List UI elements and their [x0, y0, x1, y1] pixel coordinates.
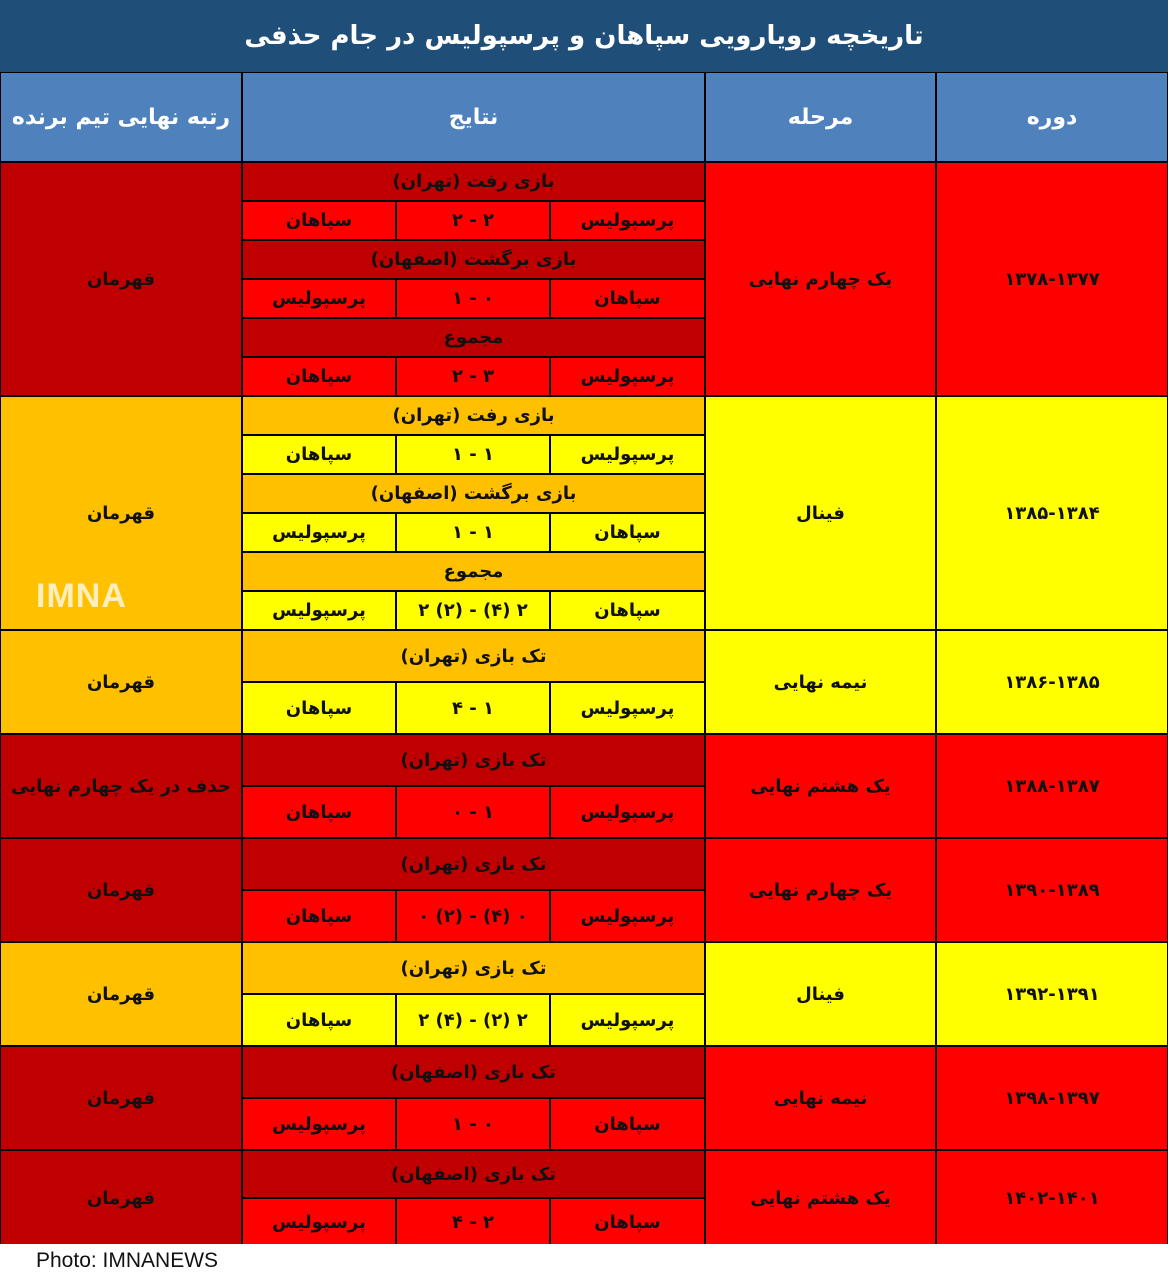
- game-label: تک بازی (تهران): [242, 942, 705, 994]
- header-period: دوره: [936, 72, 1168, 162]
- home-team: سپاهان: [550, 279, 705, 318]
- stage-cell: نیمه نهایی: [705, 1046, 936, 1150]
- rank-cell: قهرمان: [0, 630, 242, 734]
- match-score: ۲ - ۲: [396, 201, 550, 240]
- header-results: نتایج: [242, 72, 705, 162]
- period-cell: ۱۳۹۲-۱۳۹۱: [936, 942, 1168, 1046]
- home-team: پرسپولیس: [550, 682, 705, 734]
- home-team: پرسپولیس: [550, 994, 705, 1046]
- game-label: تک بازی (اصفهان): [242, 1046, 705, 1098]
- away-team: پرسپولیس: [242, 513, 396, 552]
- home-team: پرسپولیس: [550, 786, 705, 838]
- stage-cell: یک چهارم نهایی: [705, 162, 936, 396]
- period-cell: ۱۳۸۶-۱۳۸۵: [936, 630, 1168, 734]
- away-team: سپاهان: [242, 357, 396, 396]
- home-team: پرسپولیس: [550, 201, 705, 240]
- header-rank: رتبه نهایی تیم برنده: [0, 72, 242, 162]
- stage-cell: یک چهارم نهایی: [705, 838, 936, 942]
- match-score: ۱ - ۱: [396, 435, 550, 474]
- stage-cell: یک هشتم نهایی: [705, 734, 936, 838]
- away-team: سپاهان: [242, 682, 396, 734]
- period-cell: ۱۳۸۵-۱۳۸۴: [936, 396, 1168, 630]
- match-score: ۳ - ۲: [396, 357, 550, 396]
- period-cell: ۱۳۹۸-۱۳۹۷: [936, 1046, 1168, 1150]
- rank-cell: قهرمان: [0, 838, 242, 942]
- match-score: ۱ - ۱: [396, 513, 550, 552]
- match-score: ۰ (۴) - (۲) ۰: [396, 890, 550, 942]
- game-label: بازی برگشت (اصفهان): [242, 240, 705, 279]
- game-label: تک بازی (تهران): [242, 838, 705, 890]
- rank-cell: قهرمان: [0, 162, 242, 396]
- match-score: ۲ - ۴: [396, 1198, 550, 1246]
- away-team: سپاهان: [242, 786, 396, 838]
- period-cell: ۱۳۷۸-۱۳۷۷: [936, 162, 1168, 396]
- game-label: تک بازی (تهران): [242, 630, 705, 682]
- game-label: بازی برگشت (اصفهان): [242, 474, 705, 513]
- rank-cell: قهرمان: [0, 942, 242, 1046]
- home-team: سپاهان: [550, 591, 705, 630]
- game-label: مجموع: [242, 318, 705, 357]
- away-team: سپاهان: [242, 890, 396, 942]
- header-stage: مرحله: [705, 72, 936, 162]
- home-team: سپاهان: [550, 1198, 705, 1246]
- photo-credit: Photo: IMNANEWS: [36, 1249, 219, 1272]
- home-team: پرسپولیس: [550, 357, 705, 396]
- stage-cell: یک هشتم نهایی: [705, 1150, 936, 1246]
- stage-cell: نیمه نهایی: [705, 630, 936, 734]
- period-cell: ۱۳۸۸-۱۳۸۷: [936, 734, 1168, 838]
- rank-cell: قهرمان: [0, 1150, 242, 1246]
- home-team: پرسپولیس: [550, 890, 705, 942]
- away-team: سپاهان: [242, 201, 396, 240]
- watermark-logo: IMNA: [36, 577, 127, 615]
- game-label: بازی رفت (تهران): [242, 396, 705, 435]
- home-team: سپاهان: [550, 513, 705, 552]
- away-team: پرسپولیس: [242, 279, 396, 318]
- away-team: پرسپولیس: [242, 591, 396, 630]
- game-label: تک بازی (تهران): [242, 734, 705, 786]
- match-score: ۲ (۴) - (۲) ۲: [396, 591, 550, 630]
- game-label: بازی رفت (تهران): [242, 162, 705, 201]
- period-cell: ۱۳۹۰-۱۳۸۹: [936, 838, 1168, 942]
- away-team: سپاهان: [242, 994, 396, 1046]
- match-score: ۱ - ۴: [396, 682, 550, 734]
- stage-cell: فینال: [705, 396, 936, 630]
- match-score: ۲ (۲) - (۴) ۲: [396, 994, 550, 1046]
- results-table: [0, 72, 1168, 1244]
- rank-cell: قهرمان: [0, 396, 242, 630]
- away-team: پرسپولیس: [242, 1098, 396, 1150]
- stage-cell: فینال: [705, 942, 936, 1046]
- game-label: تک بازی (اصفهان): [242, 1150, 705, 1198]
- match-score: ۰ - ۱: [396, 1098, 550, 1150]
- away-team: سپاهان: [242, 435, 396, 474]
- match-score: ۰ - ۱: [396, 279, 550, 318]
- rank-cell: قهرمان: [0, 1046, 242, 1150]
- rank-cell: حذف در یک چهارم نهایی: [0, 734, 242, 838]
- away-team: پرسپولیس: [242, 1198, 396, 1246]
- game-label: مجموع: [242, 552, 705, 591]
- match-score: ۱ - ۰: [396, 786, 550, 838]
- home-team: پرسپولیس: [550, 435, 705, 474]
- home-team: سپاهان: [550, 1098, 705, 1150]
- page-title: تاریخچه رویارویی سپاهان و پرسپولیس در جام حذفی: [0, 0, 1168, 72]
- period-cell: ۱۴۰۲-۱۴۰۱: [936, 1150, 1168, 1246]
